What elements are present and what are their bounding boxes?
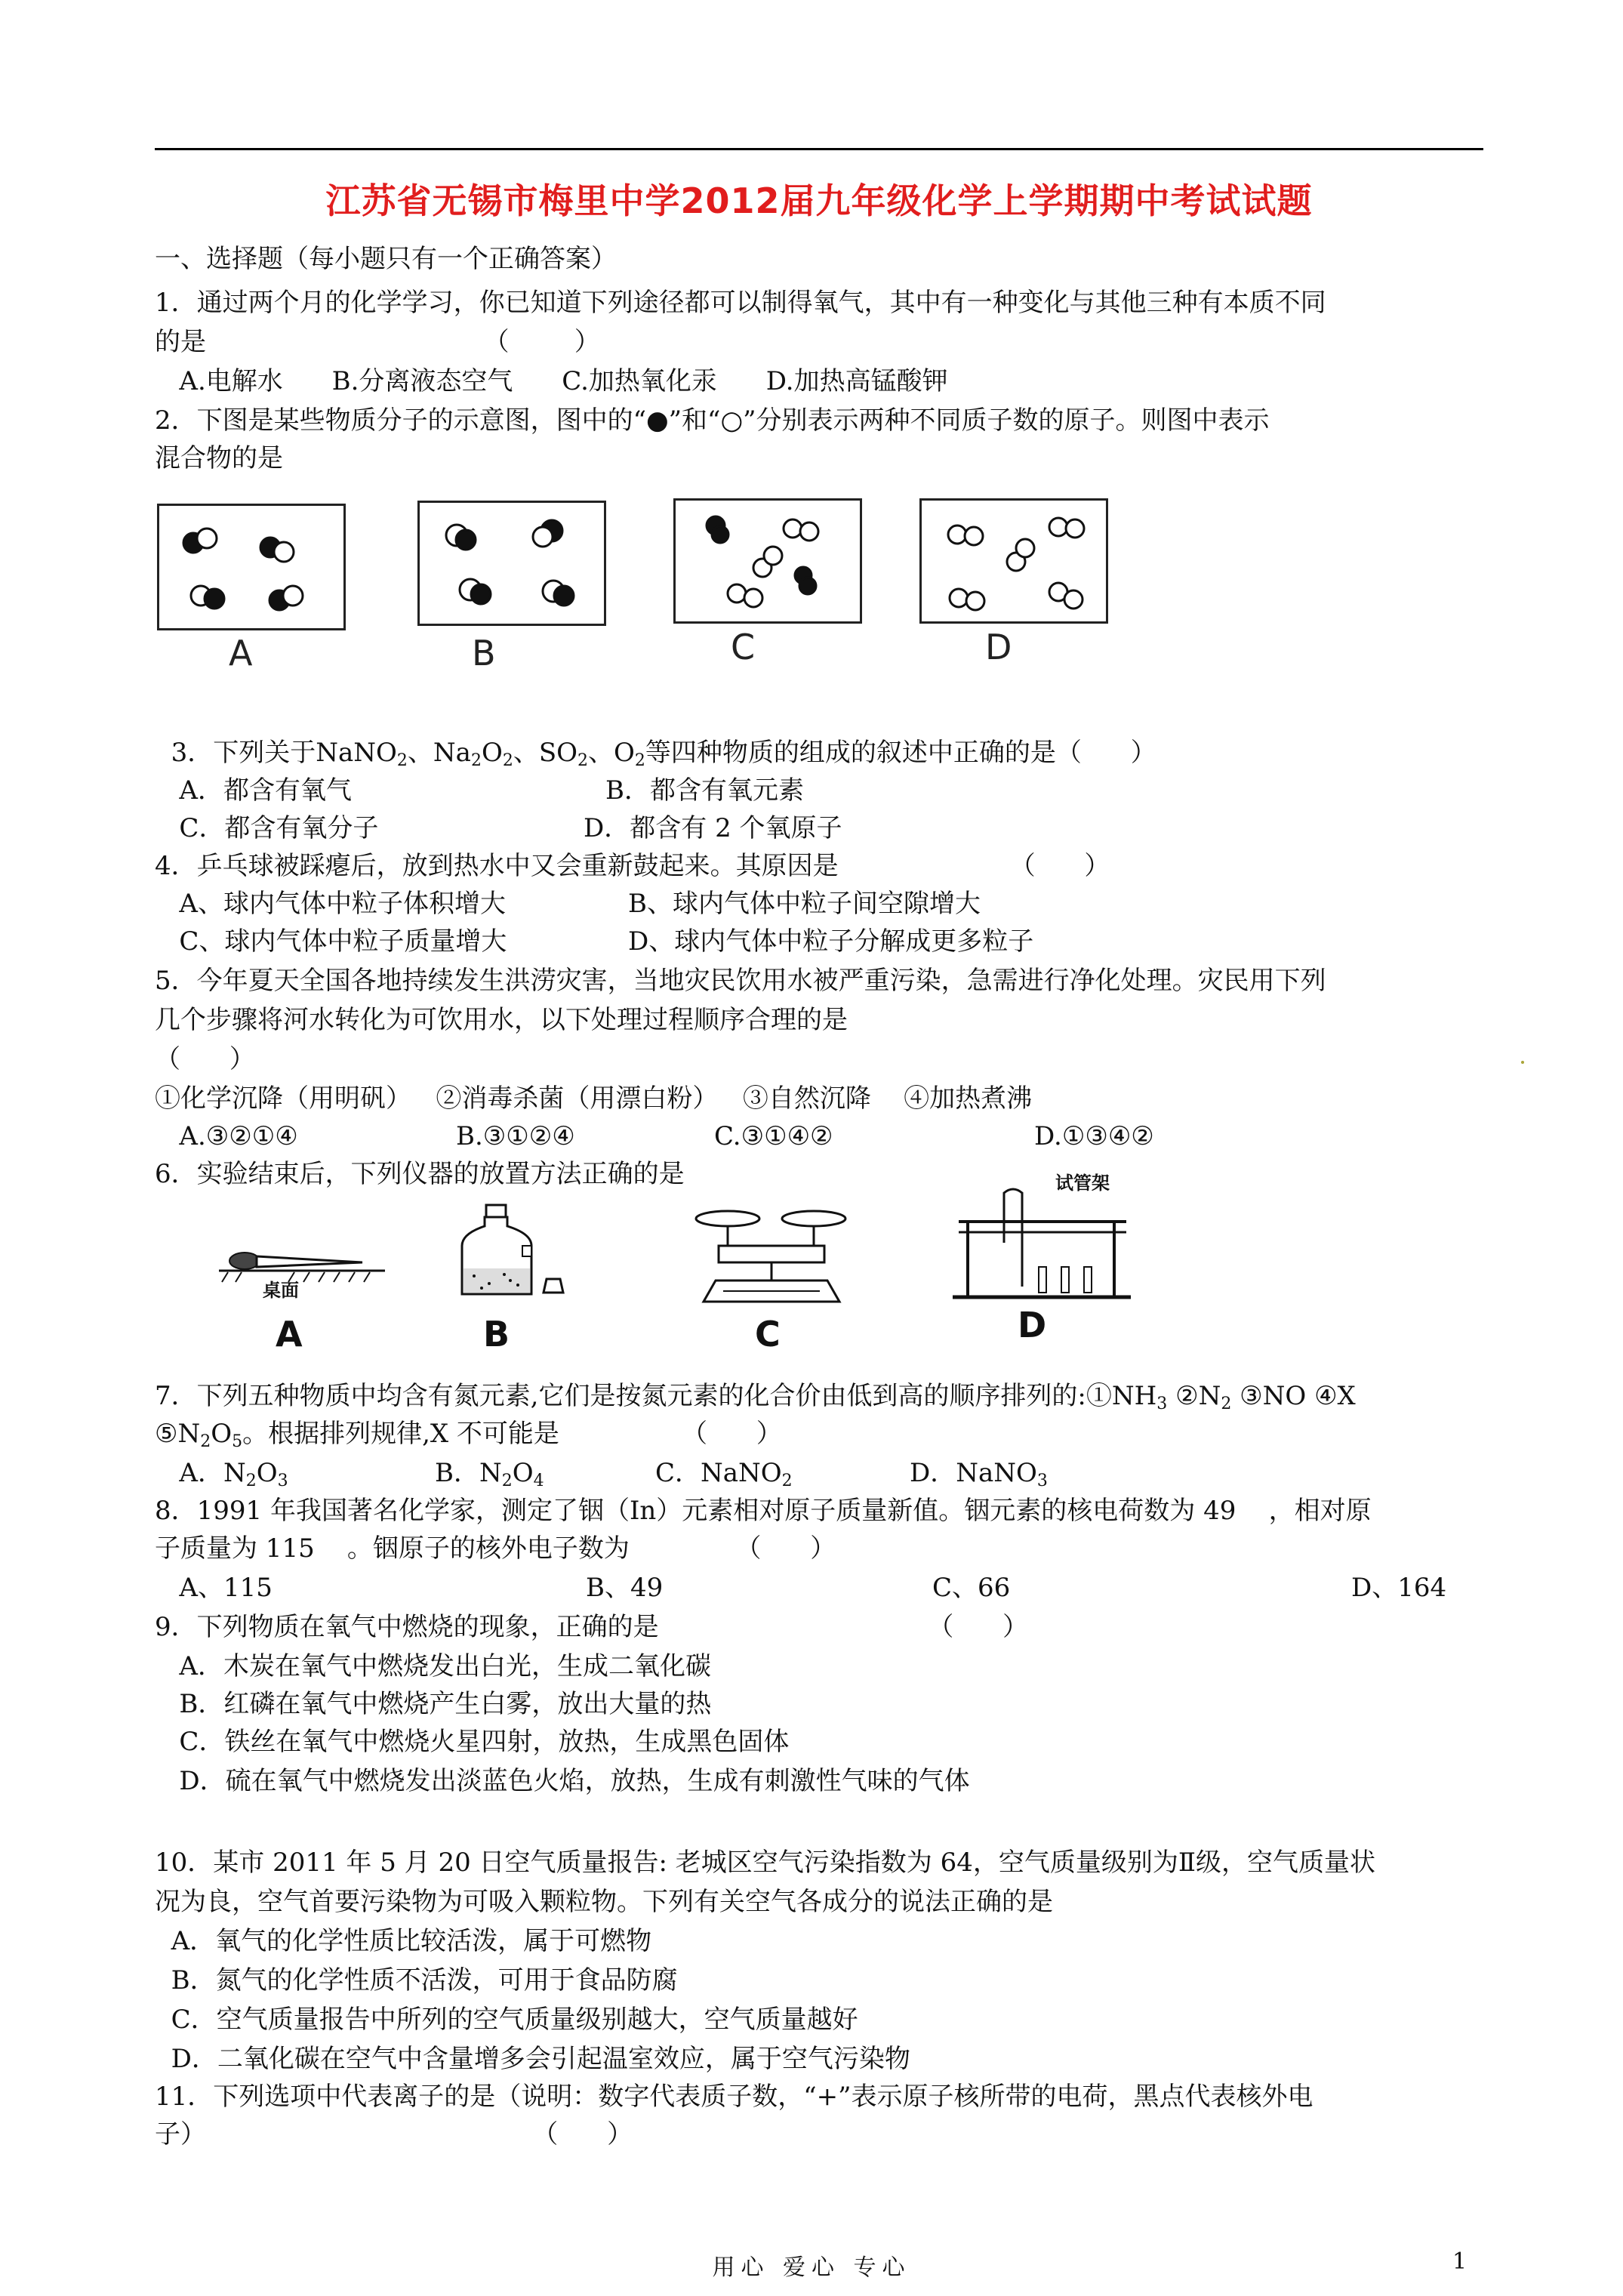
page-title: 江苏省无锡市梅里中学2012届九年级化学上学期期中考试试题	[325, 180, 1313, 221]
q5-blank: （ ）	[155, 1044, 255, 1074]
diagram-label-c: C	[731, 627, 756, 667]
q4-option-d: D、球内气体中粒子分解成更多粒子	[628, 926, 1034, 957]
q7-option-a: A．$N_2O_3$	[155, 1458, 288, 1490]
molecules-a	[157, 504, 346, 632]
apparatus-label-c: C	[755, 1314, 781, 1354]
q9-option-a: A．木炭在氧气中燃烧发出白光，生成二氧化碳	[155, 1651, 711, 1681]
molecules-b	[417, 501, 606, 629]
q8-option-c: C、66	[932, 1573, 1011, 1603]
rack-label: 试管架	[1055, 1172, 1110, 1194]
q9-option-d: D．硫在氧气中燃烧发出淡蓝色火焰，放热，生成有刺激性气味的气体	[155, 1766, 970, 1796]
balance	[693, 1208, 859, 1314]
q9-option-b: B．红磷在氧气中燃烧产生白雾，放出大量的热	[155, 1689, 712, 1719]
q1-stem-cont: 的是 （ ）	[155, 327, 600, 357]
q10-option-c: C．空气质量报告中所列的空气质量级别越大，空气质量越好	[155, 2005, 858, 2035]
q4-option-c: C、球内气体中粒子质量增大	[155, 926, 507, 957]
q1-options: A.电解水 B.分离液态空气 C.加热氧化汞 D.加热高锰酸钾	[155, 366, 948, 396]
q5-stem: 5．今年夏天全国各地持续发生洪涝灾害，当地灾民饮用水被严重污染，急需进行净化处理。灾民用下列	[155, 966, 1326, 996]
q3-option-b: B．都含有氧元素	[605, 775, 804, 806]
q2-stem-cont: 混合物的是	[155, 443, 283, 473]
q4-option-a: A、球内气体中粒子体积增大	[155, 889, 506, 919]
q10-stem: 10．某市 2011 年 5 月 20 日空气质量报告: 老城区空气污染指数为 64，空气质量级别为Ⅱ级，空气质量状	[155, 1848, 1375, 1878]
q7-stem: 7．下列五种物质中均含有氮元素,它们是按氮元素的化合价由低到高的顺序排列的$:①NH_3$ $②N_2$ ③NO ④X	[155, 1381, 1356, 1413]
apparatus-label-a: A	[276, 1314, 303, 1354]
q3-option-c: C．都含有氧分子	[155, 813, 379, 843]
apparatus-label-d: D	[1018, 1305, 1047, 1345]
page-footer: 用心 爱心 专心	[712, 2254, 911, 2281]
diagram-label-a: A	[229, 633, 253, 673]
q9-option-c: C．铁丝在氧气中燃烧火星四射，放热，生成黑色固体	[155, 1727, 790, 1757]
diagram-label-d: D	[985, 627, 1012, 667]
q7-option-b: B．$N_2O_4$	[435, 1458, 544, 1490]
q7-option-c: C．NaNO$_2$	[655, 1458, 793, 1490]
q5-option-b: B.③①②④	[456, 1121, 575, 1151]
q8-stem-cont: 子质量为 115 。铟原子的核外电子数为 （ ）	[155, 1533, 836, 1564]
header-rule	[155, 148, 1483, 150]
q8-option-b: B、49	[586, 1573, 664, 1603]
q3-option-a: A．都含有氧气	[155, 775, 352, 806]
q2-stem: 2．下图是某些物质分子的示意图，图中的“●”和“○”分别表示两种不同质子数的原子。则图中表示	[155, 405, 1270, 436]
q6-stem: 6．实验结束后，下列仪器的放置方法正确的是	[155, 1159, 685, 1189]
section-heading: 一、选择题（每小题只有一个正确答案）	[155, 244, 617, 274]
diagram-label-b: B	[472, 633, 496, 673]
reagent-bottle	[459, 1200, 572, 1306]
q7-stem-cont: $⑤N_2O_5$。根据排列规律,X 不可能是 （ ）	[155, 1419, 782, 1451]
q5-option-a: A.③②①④	[155, 1121, 298, 1151]
q4-option-b: B、球内气体中粒子间空隙增大	[628, 889, 981, 919]
q3-option-d: D．都含有 2 个氧原子	[584, 813, 842, 843]
q11-stem: 11．下列选项中代表离子的是（说明：数字代表质子数，“+”表示原子核所带的电荷，黑点代表核外电	[155, 2082, 1313, 2112]
q5-stem-cont: 几个步骤将河水转化为可饮用水，以下处理过程顺序合理的是	[155, 1005, 848, 1035]
dropper-on-table	[219, 1246, 393, 1299]
molecules-d	[919, 498, 1108, 627]
speck	[1521, 1061, 1524, 1064]
q5-option-d: D.①③④②	[1034, 1121, 1154, 1151]
q10-option-d: D．二氧化碳在空气中含量增多会引起温室效应，属于空气污染物	[155, 2044, 910, 2074]
q10-option-b: B．氮气的化学性质不活泼，可用于食品防腐	[155, 1965, 678, 1996]
q3-stem: 3．下列关于NaNO$_2$、$Na_2O_2$、$SO_2$、$O_2$等四种物质的组成的叙述中正确的是（ ）	[155, 738, 1156, 770]
q5-steps: ①化学沉降（用明矾） ②消毒杀菌（用漂白粉） ③自然沉降 ④加热煮沸	[155, 1083, 1033, 1114]
q10-option-a: A．氧气的化学性质比较活泼，属于可燃物	[155, 1926, 652, 1956]
page-number: 1	[1452, 2248, 1467, 2275]
q8-option-d: D、164	[1351, 1573, 1447, 1603]
q11-stem-cont: 子） （ ）	[155, 2119, 633, 2150]
test-tube-rack	[953, 1185, 1134, 1306]
q9-stem: 9．下列物质在氧气中燃烧的现象，正确的是 （ ）	[155, 1612, 1029, 1642]
q4-stem: 4．乒乓球被踩瘪后，放到热水中又会重新鼓起来。其原因是 （ ）	[155, 851, 1110, 881]
q10-stem-cont: 况为良，空气首要污染物为可吸入颗粒物。下列有关空气各成分的说法正确的是	[155, 1887, 1053, 1917]
q8-option-a: A、115	[155, 1573, 273, 1603]
q5-option-c: C.③①④②	[714, 1121, 833, 1151]
apparatus-label-b: B	[483, 1314, 510, 1354]
q8-stem: 8．1991 年我国著名化学家，测定了铟（In）元素相对原子质量新值。铟元素的核电荷数为 49 ，相对原	[155, 1496, 1372, 1526]
molecules-c	[673, 498, 862, 627]
table-label: 桌面	[263, 1279, 299, 1301]
q7-option-d: D．NaNO$_3$	[910, 1458, 1048, 1490]
q1-stem: 1．通过两个月的化学学习，你已知道下列途径都可以制得氧气，其中有一种变化与其他三种有本质不同	[155, 288, 1326, 318]
